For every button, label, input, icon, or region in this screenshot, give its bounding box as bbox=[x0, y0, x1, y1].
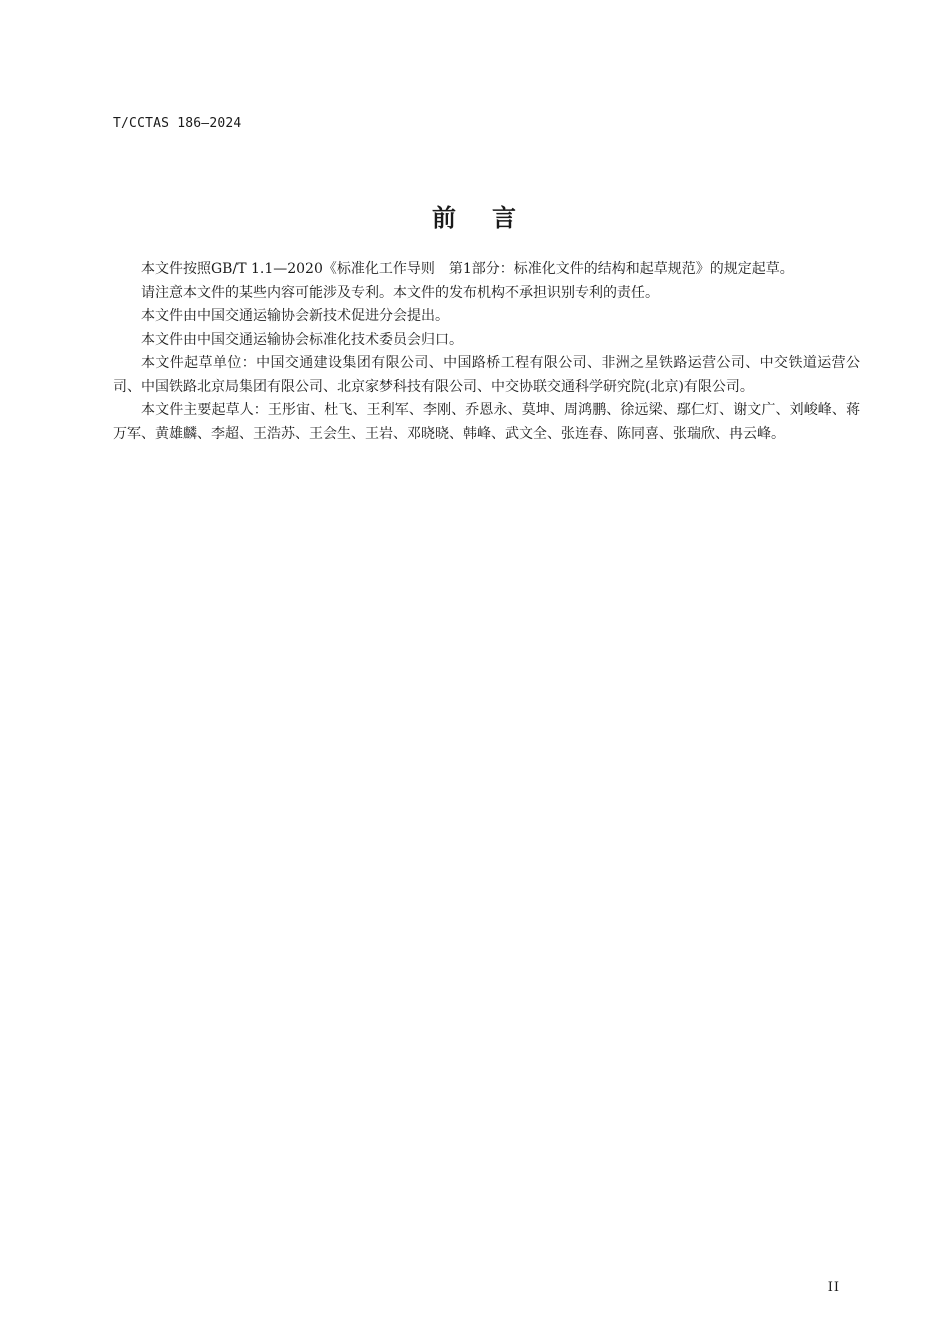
page-number: II bbox=[827, 1280, 840, 1295]
page-title-char-2: 言 bbox=[492, 204, 518, 232]
paragraph-patent-notice: 请注意本文件的某些内容可能涉及专利。本文件的发布机构不承担识别专利的责任。 bbox=[141, 284, 659, 301]
paragraph-centralized-unit: 本文件由中国交通运输协会标准化技术委员会归口。 bbox=[141, 331, 463, 348]
foreword-body bbox=[113, 258, 860, 446]
paragraph-drafting-units: 本文件起草单位：中国交通建设集团有限公司、中国路桥工程有限公司、非洲之星铁路运营公司、中交铁道运营公司、中国铁路北京局集团有限公司、北京家梦科技有限公司、中交协联交通科学研究院(北京)有限公司。 bbox=[113, 355, 860, 395]
document-number: T/CCTAS 186—2024 bbox=[113, 116, 242, 131]
page-title bbox=[0, 198, 950, 233]
paragraph-drafting-rules: 本文件按照GB/T 1.1—2020《标准化工作导则 第1部分：标准化文件的结构和起草规范》的规定起草。 bbox=[141, 261, 794, 277]
page-title-char-1: 前 bbox=[432, 204, 458, 232]
paragraph-main-drafters: 本文件主要起草人：王彤宙、杜飞、王利军、李刚、乔恩永、莫坤、周鸿鹏、徐远梁、鄢仁灯、谢文广、刘峻峰、蒋万军、黄雄麟、李超、王浩苏、王会生、王岩、邓晓晓、韩峰、武文全、张连春、陈同喜、张瑞欣、冉云峰。 bbox=[113, 402, 860, 442]
paragraph-proposer: 本文件由中国交通运输协会新技术促进分会提出。 bbox=[141, 308, 449, 324]
